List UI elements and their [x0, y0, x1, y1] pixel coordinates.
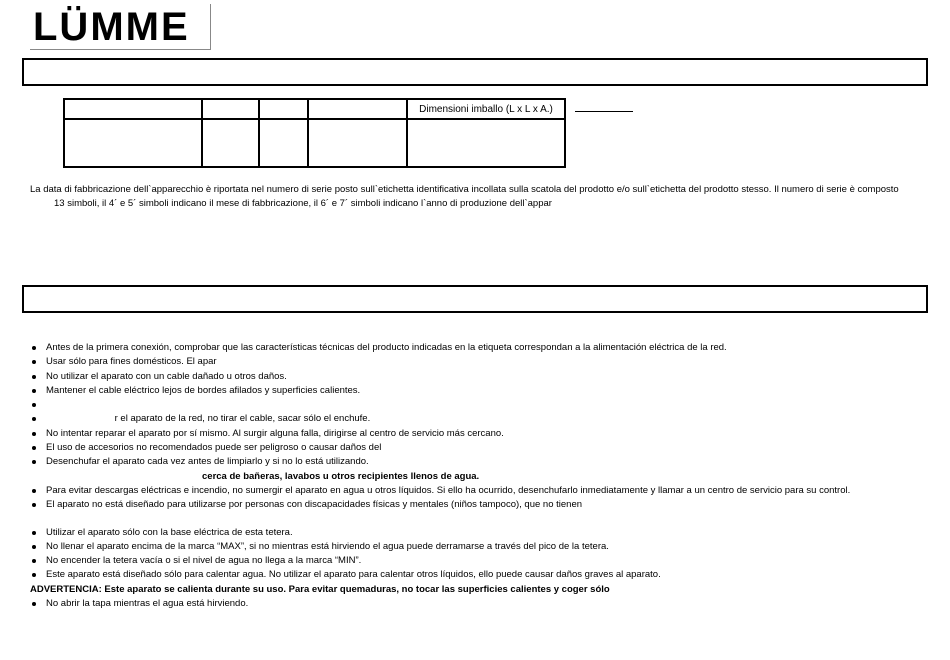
blank-underline: [575, 111, 633, 112]
dimension-header-cell: Dimensioni imballo (L x L x A.): [407, 99, 565, 119]
rule-item: Usar sólo para fines domésticos. El apar: [30, 355, 850, 369]
rule-item: Este aparato está diseñado sólo para calentar agua. No utilizar el aparato para calentar otros líquidos, ello puede causar daños graves al aparato.: [30, 568, 850, 582]
rule-item: ADVERTENCIA: Este aparato se calienta durante su uso. Para evitar quemaduras, no tocar las superficies calientes y coger sólo: [30, 583, 610, 595]
rule-item: Para evitar descargas eléctricas e incendio, no sumergir el aparato en agua u otros líquidos. Si ello ha ocurrido, desenchufarlo inmediatamente y llamar a un centro de servicio para su control.: [30, 484, 850, 498]
rule-item: No intentar reparar el aparato por sí mismo. Al surgir alguna falla, dirigirse al centro de servicio más cercano.: [30, 427, 850, 441]
logo-text: LÜMME: [33, 5, 190, 49]
rule-item: No utilizar el aparato con un cable dañado u otros daños.: [30, 370, 850, 384]
rule-item: No encender la tetera vacía o si el nivel de agua no llega a la marca “MIN”.: [30, 554, 850, 568]
spec-cell: [64, 99, 202, 119]
rule-item: No llenar el aparato encima de la marca “MAX”, si no mientras está hirviendo el agua puede derramarse a través del pico de la tetera.: [30, 540, 850, 554]
rule-item: r el aparato de la red, no tirar el cable, sacar sólo el enchufe.: [30, 412, 850, 426]
brand-logo: [33, 4, 190, 50]
spec-cell: [259, 99, 308, 119]
logo-frame: [30, 4, 211, 50]
rule-item: Mantener el cable eléctrico lejos de bordes afilados y superficies calientes.: [30, 384, 850, 398]
rule-item: El aparato no está diseñado para utilizarse por personas con discapacidades físicas y mentales (niños tampoco), que no tienen: [30, 498, 850, 512]
rule-item: cerca de bañeras, lavabos u otros recipientes llenos de agua.: [202, 470, 480, 482]
spec-cell: [202, 99, 259, 119]
rule-item: Utilizar el aparato sólo con la base eléctrica de esta tetera.: [30, 526, 850, 540]
spec-cell: [407, 119, 565, 167]
rule-item: No abrir la tapa mientras el agua está hirviendo.: [30, 597, 850, 611]
rule-item: Desenchufar el aparato cada vez antes de limpiarlo y si no lo está utilizando.: [30, 455, 850, 469]
rule-item: [30, 513, 850, 526]
rule-item: [30, 398, 850, 412]
spec-cell: [64, 119, 202, 167]
spec-cell: [259, 119, 308, 167]
section-header-bar-top: [22, 58, 928, 86]
section-header-bar-bottom: [22, 285, 928, 313]
paragraph-line: La data di fabbricazione dell`apparecchio è riportata nel numero di serie posto sull`etichetta identificativa incollata sulla scatola del prodotto e/o sull`etichetta del prodotto stesso. Il numero di serie è composto: [30, 184, 899, 195]
paragraph-line: 13 simboli, il 4´ e 5´ simboli indicano il mese di fabbricazione, il 6´ e 7´ simboli indicano l`anno di produzione dell`appar: [54, 198, 552, 209]
spec-table-body-row: [64, 119, 565, 167]
spec-cell: [308, 119, 407, 167]
spec-cell: [202, 119, 259, 167]
rule-item: El uso de accesorios no recomendados puede ser peligroso o causar daños del: [30, 441, 850, 455]
spec-table: [63, 98, 566, 168]
spec-cell: [308, 99, 407, 119]
manufacture-date-paragraph: [30, 183, 930, 211]
safety-rules-list: [30, 341, 850, 611]
rule-item: Antes de la primera conexión, comprobar que las características técnicas del producto indicadas en la etiqueta correspondan a la alimentación eléctrica de la red.: [30, 341, 850, 355]
spec-table-header-row: [64, 99, 565, 119]
